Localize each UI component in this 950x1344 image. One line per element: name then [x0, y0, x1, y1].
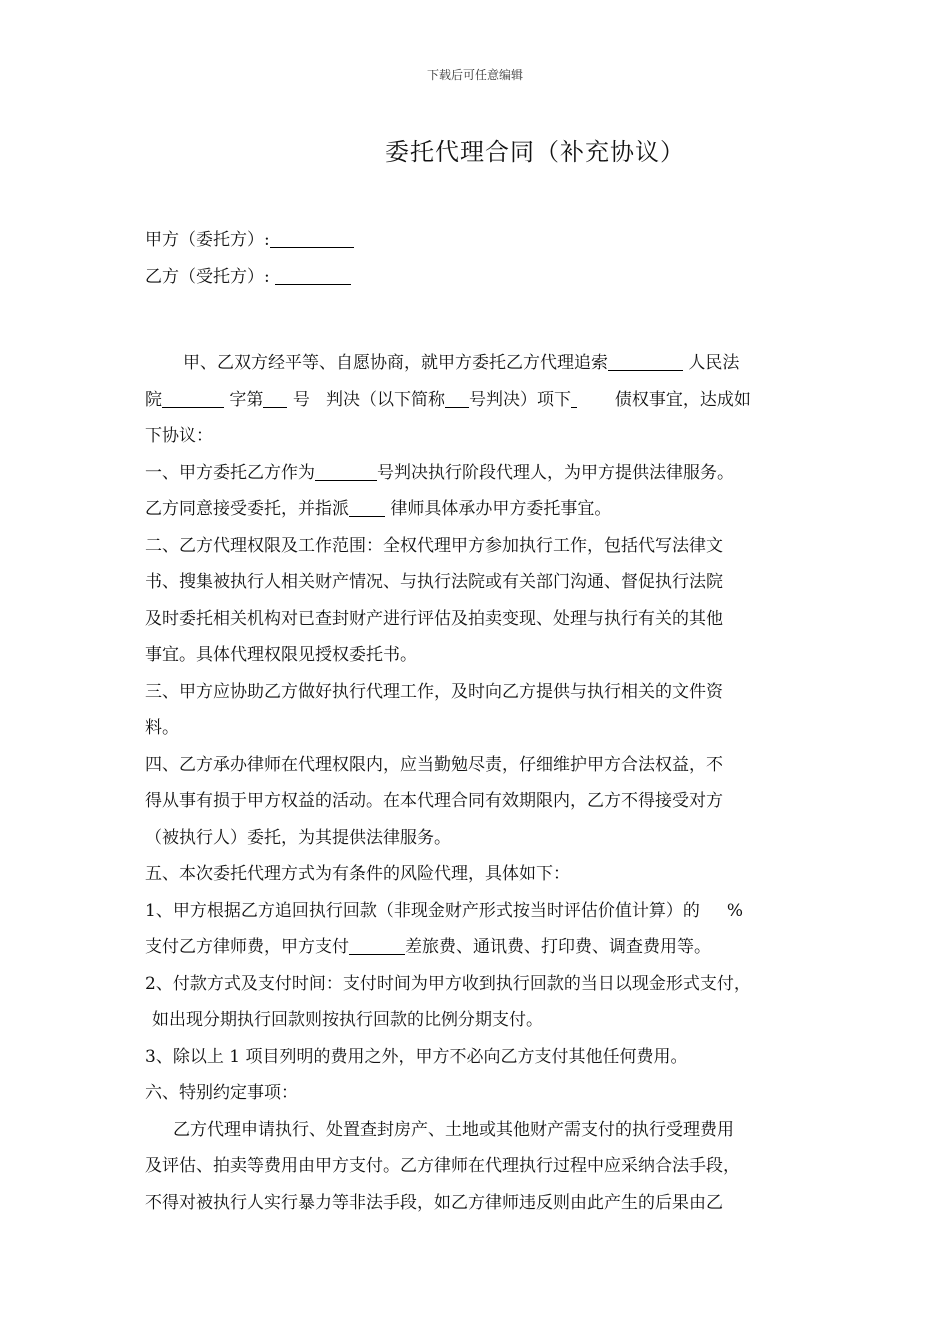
party-a-line [145, 222, 817, 259]
clause-6-line-3: 及评估、拍卖等费用由甲方支付。乙方律师在代理执行过程中应采纳合法手段， [145, 1156, 740, 1176]
intro-text: 甲、乙双方经平等、自愿协商，就甲方委托乙方代理追索 [183, 353, 608, 373]
clause-4-line-1: 四、乙方承办律师在代理权限内，应当勤勉尽责，仔细维护甲方合法权益，不 [145, 754, 723, 775]
clause-text: 支付乙方律师费，甲方支付 [145, 937, 349, 957]
intro-text: 债权事宜，达成如 [614, 389, 751, 410]
intro-text: 字第 [229, 389, 264, 410]
case-number-blank [263, 387, 287, 408]
clause-text: 1、甲方根据乙方追回执行回款（非现金财产形式按当时评估价值计算）的 [145, 900, 700, 921]
clause-6-line-1: 六、特别约定事项： [145, 1083, 298, 1103]
intro-line-1 [145, 345, 817, 382]
clause-5-item-3: 3、除以上 1 项目列明的费用之外，甲方不必向乙方支付其他任何费用。 [145, 1046, 688, 1067]
clause-5-line-1: 五、本次委托代理方式为有条件的风险代理，具体如下： [145, 864, 570, 884]
clause-3-line-1: 三、甲方应协助乙方做好执行代理工作，及时向乙方提供与执行相关的文件资 [145, 681, 723, 702]
clause-text: 乙方同意接受委托，并指派 [145, 499, 349, 519]
clause-1-line-1 [145, 455, 817, 492]
clause-5-item-1-line-2 [145, 929, 817, 966]
clause-4-line-3: （被执行人）委托，为其提供法律服务。 [145, 827, 451, 848]
clause-5-item-2-line-1: 2、付款方式及支付时间：支付时间为甲方收到执行回款的当日以现金形式支付， [145, 973, 751, 994]
intro-text: 号 [292, 389, 310, 410]
clause-6-line-4: 不得对被执行人实行暴力等非法手段，如乙方律师违反则由此产生的后果由乙 [145, 1192, 723, 1213]
clause-text: 律师具体承办甲方委托事宜。 [390, 499, 612, 519]
clause-text: 差旅费、通讯费、打印费、调查费用等。 [405, 937, 711, 957]
party-a-blank [270, 227, 354, 248]
clause-4-line-2: 得从事有损于甲方权益的活动。在本代理合同有效期限内，乙方不得接受对方 [145, 791, 723, 811]
intro-line-3: 下协议： [145, 426, 213, 446]
case-year-blank [162, 387, 224, 408]
party-a-label: 甲方（委托方）: [145, 230, 270, 250]
party-b-label: 乙方（受托方）: [145, 266, 270, 287]
percent-sign: % [726, 900, 744, 921]
intro-text: 院 [145, 389, 162, 410]
clause-5-item-2-line-2: 如出现分期执行回款则按执行回款的比例分期支付。 [152, 1010, 543, 1030]
header-note: 下载后可任意编辑 [426, 68, 523, 82]
clause-2-line-2: 书、搜集被执行人相关财产情况、与执行法院或有关部门沟通、督促执行法院 [145, 572, 723, 592]
clause-1-line-2 [145, 491, 817, 528]
spacer [145, 295, 817, 345]
party-b-blank [275, 264, 351, 285]
clause-3-line-2: 料。 [145, 718, 179, 738]
intro-text: 判决（以下简称 [326, 389, 446, 410]
document-title: 委托代理合同（补充协议） [385, 138, 685, 166]
short-name-blank [445, 387, 469, 408]
clause-2-line-4: 事宜。具体代理权限见授权委托书。 [145, 645, 417, 665]
intro-line-2 [145, 382, 817, 419]
judgment-blank [315, 460, 377, 481]
intro-text: 号判决）项下 [469, 389, 572, 410]
clause-text: 一、甲方委托乙方作为 [145, 462, 315, 483]
item-blank [571, 387, 577, 408]
party-b-line [145, 259, 817, 296]
clause-2-line-1: 二、乙方代理权限及工作范围：全权代理甲方参加执行工作，包括代写法律文 [145, 535, 723, 556]
expense-blank [349, 934, 405, 955]
court-blank [608, 350, 683, 371]
lawyer-name-blank [349, 496, 385, 517]
clause-text: 号判决执行阶段代理人，为甲方提供法律服务。 [377, 462, 734, 483]
clause-2-line-3: 及时委托相关机构对已查封财产进行评估及拍卖变现、处理与执行有关的其他 [145, 608, 723, 629]
clause-6-line-2: 乙方代理申请执行、处置查封房产、土地或其他财产需支付的执行受理费用 [173, 1119, 734, 1140]
intro-text: 人民法 [688, 353, 740, 373]
clause-5-item-1-line-1 [145, 893, 817, 930]
contract-body [145, 222, 817, 1221]
